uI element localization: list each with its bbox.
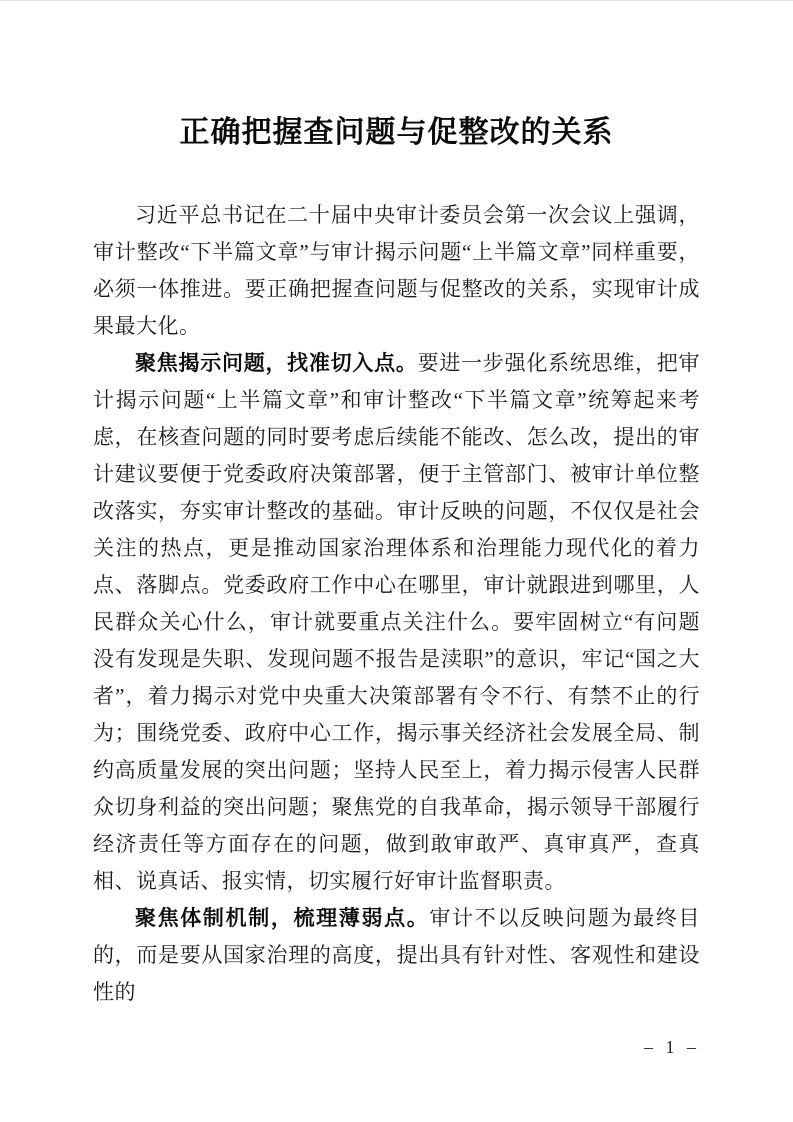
paragraph-lead: 聚焦揭示问题，找准切入点。: [135, 352, 418, 375]
paragraph: [93, 345, 700, 900]
paragraph: [93, 900, 700, 1011]
page-title: 正确把握查问题与促整改的关系: [179, 116, 614, 149]
paragraph-text: 习近平总书记在二十届中央审计委员会第一次会议上强调，审计整改“下半篇文章”与审计揭示问题“上半篇文章”同样重要，必须一体推进。要正确把握查问题与促整改的关系，实现审计成果最大化。: [93, 203, 700, 338]
paragraph-text: 审计不以反映问题为最终目的，而是要从国家治理的高度，提出具有针对性、客观性和建设性的: [93, 906, 701, 1004]
paragraph: [93, 197, 700, 345]
page-number: – 1 –: [644, 1037, 700, 1057]
paragraph-lead: 聚焦体制机制，梳理薄弱点。: [135, 907, 430, 930]
paragraph-text: 要进一步强化系统思维，把审计揭示问题“上半篇文章”和审计整改“下半篇文章”统筹起来考虑，在核查问题的同时要考虑后续能不能改、怎么改，提出的审计建议要便于党委政府决策部署，便于主管部门、被审计单位整改落实，夯实审计整改的基础。审计反映的问题，不仅仅是社会关注的热点，更是推动国家治理体系和治理能力现代化的着力点、落脚点。党委政府工作中心在哪里，审计就跟进到哪里，人民群众关心什么，审计就要重点关注什么。要牢固树立“有问题没有发现是失职、发现问题不报告是渎职”的意识，牢记“国之大者”，着力揭示对党中央重大决策部署有令不行、有禁不止的行为；围绕党委、政府中心工作，揭示事关经济社会发展全局、制约高质量发展的突出问题；坚持人民至上，着力揭示侵害人民群众切身利益的突出问题；聚焦党的自我革命，揭示领导干部履行经济责任等方面存在的问题，做到敢审敢严、真审真严，查真相、说真话、报实情，切实履行好审计监督职责。: [93, 351, 701, 893]
document-body: [93, 197, 700, 1011]
